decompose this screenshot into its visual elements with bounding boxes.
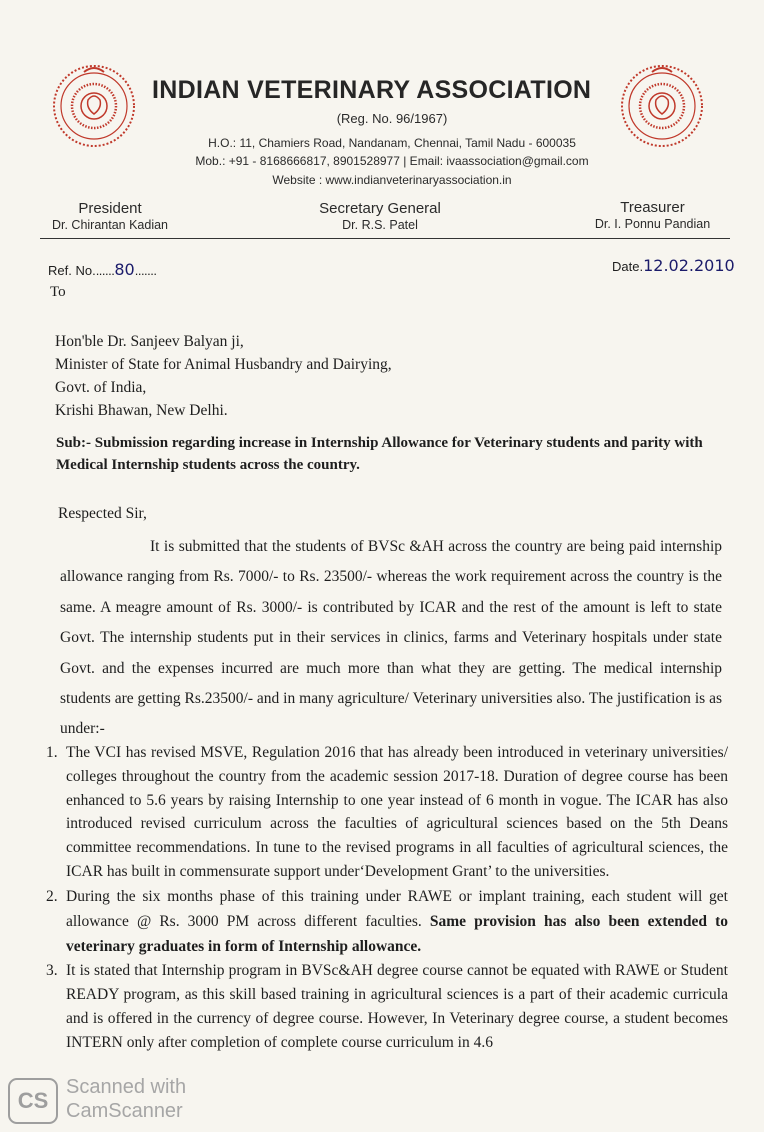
list-item-text: During the six months phase of this training under RAWE or implant training, each student will get allowance @ Rs. 3000 PM across different faculties. — [66, 887, 728, 930]
date-label: Date. — [612, 259, 644, 274]
list-item-emphasis: Same provision has also been extended to veterinary graduates in form of Internship allowance. — [66, 912, 729, 955]
watermark-line: Scanned with — [66, 1076, 187, 1098]
office-role: Secretary General — [319, 200, 441, 217]
addressee-line: Minister of State for Animal Husbandry and Dairying, — [55, 356, 392, 373]
addressee-line: Govt. of India, — [55, 379, 147, 396]
contact-details: Mob.: +91 - 8168666817, 8901528977 | Email: ivaassociation@gmail.com — [195, 154, 589, 168]
reference-label: Ref. No. — [48, 263, 96, 278]
to-label: To — [50, 284, 66, 300]
office-bearer-treasurer — [580, 199, 725, 231]
justification-list — [36, 741, 728, 1055]
website-line: Website : www.indianveterinaryassociation.in — [272, 173, 512, 187]
reference-value: 80 — [114, 260, 135, 279]
list-item-text: The VCI has revised MSVE, Regulation 2016 that has already been introduced in veterinary universities/ colleges throughout the country from the academic session 2017-18. Duration of degree course has been enhanced to 5.6 years by raising Internship to one year instead of 6 month in vogue. The ICAR has also introduced revised curriculum across the faculties of agricultural sciences based on the 5th Deans committee recommendations. In tune to the revised programs in all faculties of agricultural sciences, the ICAR has built in commensurate support under‘Development Grant’ to the universities. — [66, 744, 728, 880]
watermark-text — [66, 1075, 186, 1123]
office-person: Dr. I. Ponnu Pandian — [594, 217, 711, 231]
list-item-number: 2. — [46, 887, 58, 905]
office-bearer-secretary-general — [300, 200, 460, 232]
list-item — [36, 959, 728, 1055]
date-value: 12.02.2010 — [643, 256, 735, 275]
body-paragraph: It is submitted that the students of BVSc &AH across the country are being paid internship allowance ranging from Rs. 7000/- to Rs. 23500/- whereas the work requirement across the country is the same. A meagre amount of Rs. 3000/- is contributed by ICAR and the rest of the amount is left to state Govt. The internship students put in their services in clinics, farms and Veterinary hospitals under state Govt. and the expenses incurred are much more than what they are getting. The medical internship students are getting Rs.23500/- and in many agriculture/ Veterinary universities also. The justification is as under:- — [60, 538, 722, 738]
office-role: President — [78, 200, 142, 217]
scanner-watermark — [8, 1075, 228, 1125]
addressee-line: Hon'ble Dr. Sanjeev Balyan ji, — [55, 333, 244, 350]
greeting: Respected Sir, — [58, 505, 147, 522]
list-item — [36, 884, 728, 959]
camscanner-logo-icon: CS — [8, 1078, 58, 1124]
list-item-number: 1. — [46, 744, 58, 761]
office-person: Dr. Chirantan Kadian — [51, 218, 169, 232]
list-item — [36, 741, 728, 884]
addressee-line: Krishi Bhawan, New Delhi. — [55, 402, 228, 419]
head-office-address: H.O.: 11, Chamiers Road, Nandanam, Chennai, Tamil Nadu - 600035 — [208, 136, 576, 150]
registration-number: (Reg. No. 96/1967) — [336, 111, 448, 126]
watermark-line: CamScanner — [66, 1100, 183, 1122]
subject-line: Sub:- Submission regarding increase in Internship Allowance for Veterinary students and parity with Medical Internship students across the country. — [56, 435, 703, 473]
office-person: Dr. R.S. Patel — [342, 218, 418, 232]
addressee-block — [55, 330, 392, 422]
office-role: Treasurer — [620, 199, 685, 216]
list-item-text: It is stated that Internship program in BVSc&AH degree course cannot be equated with RAWE or Student READY program, as this skill based training in agricultural sciences is a part of their academic curricula and is offered in the currency of degree course. However, In Veterinary degree course, a student becomes INTERN only after completion of complete course curriculum in 4.6 — [66, 961, 728, 1051]
reference-number: Ref. No.......80....... — [48, 260, 157, 279]
organization-name: INDIAN VETERINARY ASSOCIATION — [152, 76, 592, 104]
letterhead-divider — [40, 238, 730, 239]
letter-date — [612, 256, 735, 275]
office-bearer-president — [40, 200, 180, 232]
list-item-number: 3. — [46, 961, 58, 979]
